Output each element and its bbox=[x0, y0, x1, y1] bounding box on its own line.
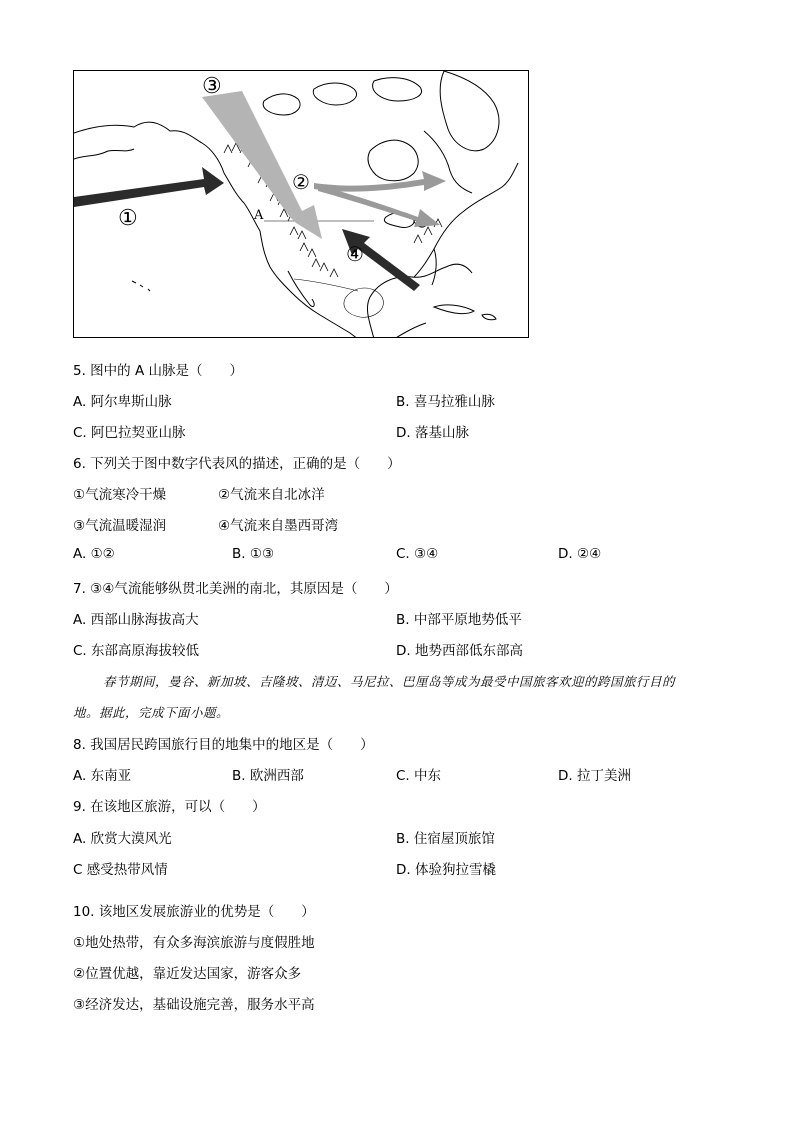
q7-option-b: B. 中部平原地势低平 bbox=[396, 612, 522, 628]
q8-option-a: A. 东南亚 bbox=[73, 768, 132, 784]
q6-option-c: C. ③④ bbox=[396, 546, 439, 562]
coastline-alaska bbox=[74, 122, 260, 231]
q6-statement-2: ②气流来自北冰洋 bbox=[218, 487, 325, 503]
label-wind-2: ② bbox=[292, 170, 310, 194]
q10-stem: 10. 该地区发展旅游业的优势是（ ） bbox=[73, 904, 315, 920]
q6-option-a: A. ①② bbox=[73, 546, 115, 562]
label-mountain-a: A bbox=[254, 208, 264, 223]
coastline-east bbox=[434, 163, 518, 249]
wind-arrows bbox=[74, 91, 446, 291]
q5-option-c: C. 阿巴拉契亚山脉 bbox=[73, 425, 186, 441]
q5-option-a: A. 阿尔卑斯山脉 bbox=[73, 394, 172, 410]
q7-option-d: D. 地势西部低东部高 bbox=[396, 643, 523, 659]
q5-option-b: B. 喜马拉雅山脉 bbox=[396, 394, 495, 410]
q10-statement-1: ①地处热带，有众多海滨旅游与度假胜地 bbox=[73, 935, 315, 951]
q7-stem: 7. ③④气流能够纵贯北美洲的南北，其原因是（ ） bbox=[73, 581, 398, 597]
q9-option-d: D. 体验狗拉雪橇 bbox=[396, 862, 496, 878]
label-wind-4: ④ bbox=[346, 242, 364, 266]
q5-stem: 5. 图中的 A 山脉是（ ） bbox=[73, 363, 243, 379]
q10-statement-3: ③经济发达，基础设施完善，服务水平高 bbox=[73, 997, 315, 1013]
wind-2-arrow-east bbox=[314, 171, 446, 192]
hudson-bay bbox=[368, 140, 418, 181]
arctic-islands-2 bbox=[313, 83, 356, 105]
q8-stem: 8. 我国居民跨国旅行目的地集中的地区是（ ） bbox=[73, 737, 374, 753]
greenland bbox=[440, 71, 499, 151]
q6-stem: 6. 下列关于图中数字代表风的描述，正确的是（ ） bbox=[73, 456, 401, 472]
coastline-west bbox=[260, 231, 358, 338]
q8-option-c: C. 中东 bbox=[396, 768, 442, 784]
cuba bbox=[434, 305, 474, 314]
passage-line-1: 春节期间，曼谷、新加坡、吉隆坡、清迈、马尼拉、巴厘岛等成为最受中国旅客欢迎的跨国旅行目的 bbox=[103, 674, 676, 689]
q7-option-c: C. 东部高原海拔较低 bbox=[73, 643, 200, 659]
q7-option-a: A. 西部山脉海拔高大 bbox=[73, 612, 199, 628]
q8-option-b: B. 欧洲西部 bbox=[232, 768, 304, 784]
passage-line-2: 地。据此，完成下面小题。 bbox=[73, 705, 230, 720]
q9-option-a: A. 欣赏大漠风光 bbox=[73, 831, 172, 847]
label-wind-1: ① bbox=[118, 206, 138, 231]
us-mexico-border bbox=[294, 279, 358, 291]
q9-stem: 9. 在该地区旅游，可以（ ） bbox=[73, 799, 266, 815]
q6-statement-4: ④气流来自墨西哥湾 bbox=[218, 518, 339, 534]
q9-option-b: B. 住宿屋顶旅馆 bbox=[396, 831, 495, 847]
arctic-islands-3 bbox=[373, 78, 422, 101]
q6-statement-1: ①气流寒冷干燥 bbox=[73, 487, 167, 503]
q6-option-d: D. ②④ bbox=[558, 546, 602, 562]
label-wind-3: ③ bbox=[202, 74, 222, 99]
q6-statement-3: ③气流温暖湿润 bbox=[73, 518, 167, 534]
central-america bbox=[394, 323, 426, 338]
north-america-wind-map bbox=[73, 70, 529, 338]
coastline-sw-alaska bbox=[74, 149, 134, 159]
q9-option-c: C 感受热带风情 bbox=[73, 862, 168, 878]
q5-option-d: D. 落基山脉 bbox=[396, 425, 469, 441]
q10-statement-2: ②位置优越，靠近发达国家，游客众多 bbox=[73, 966, 302, 982]
coastline-florida bbox=[414, 249, 436, 285]
arctic-islands-1 bbox=[263, 94, 300, 115]
q8-option-d: D. 拉丁美洲 bbox=[558, 768, 631, 784]
q6-option-b: B. ①③ bbox=[232, 546, 275, 562]
wind-1-arrow bbox=[74, 167, 224, 207]
